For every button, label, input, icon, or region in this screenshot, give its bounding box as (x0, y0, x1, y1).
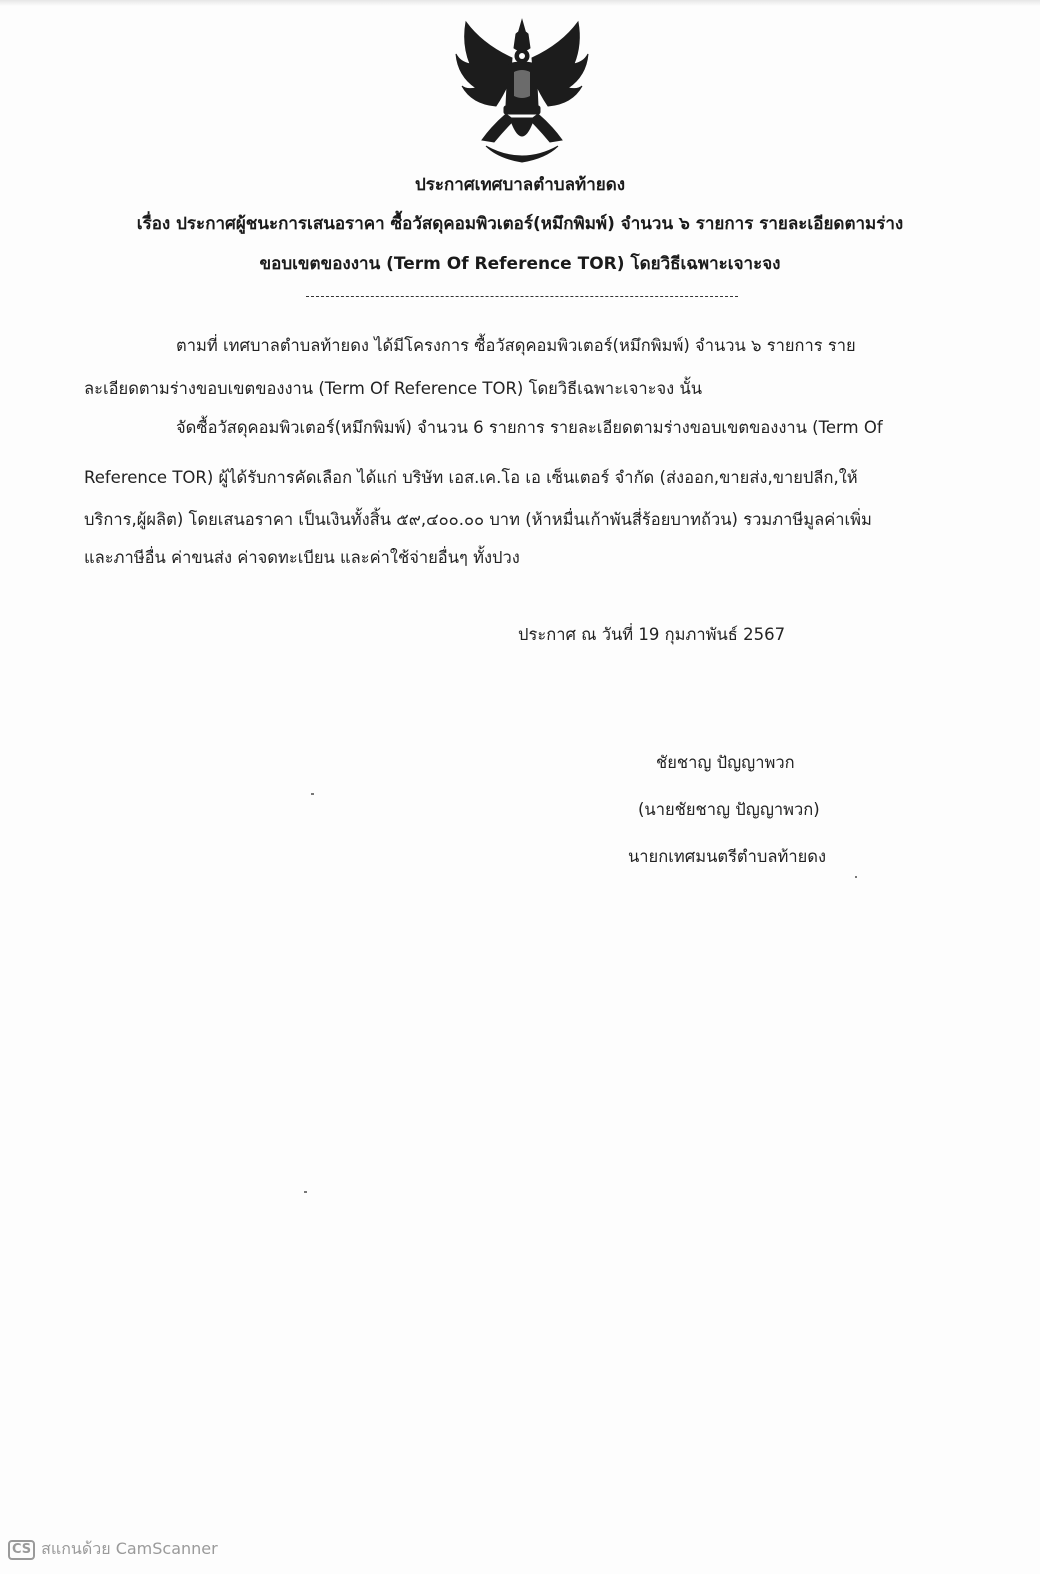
signatory-full-name: (นายชัยชาญ ปัญญาพวก) (638, 800, 820, 819)
paragraph-2-line-4: และภาษีอื่น ค่าขนส่ง ค่าจดทะเบียน และค่าใช้จ่ายอื่นๆ ทั้งปวง (84, 548, 520, 567)
signature-name: ชัยชาญ ปัญญาพวก (656, 753, 795, 772)
document-title: ประกาศเทศบาลตำบลท้ายดง (414, 175, 626, 195)
paragraph-1-line-1: ตามที่ เทศบาลตำบลท้ายดง ได้มีโครงการ ซื้อวัสดุคอมพิวเตอร์(หมึกพิมพ์) จำนวน ๖ รายการ ราย (176, 336, 856, 355)
watermark-text: สแกนด้วย CamScanner (41, 1539, 218, 1558)
paragraph-2-line-2: Reference TOR) ผู้ได้รับการคัดเลือก ได้แก่ บริษัท เอส.เค.โอ เอ เซ็นเตอร์ จำกัด (ส่งออก,ขายส่ง,ขายปลีก,ให้ (84, 468, 858, 487)
paragraph-1-line-2: ละเอียดตามร่างขอบเขตของงาน (Term Of Reference TOR) โดยวิธีเฉพาะเจาะจง นั้น (84, 379, 703, 398)
scan-speck (855, 876, 857, 878)
camscanner-watermark (8, 1537, 218, 1562)
paragraph-2-line-1: จัดซื้อวัสดุคอมพิวเตอร์(หมึกพิมพ์) จำนวน 6 รายการ รายละเอียดตามร่างขอบเขตของงาน (Term Of (176, 418, 883, 437)
scan-edge-shadow (0, 0, 1040, 6)
announcement-date: ประกาศ ณ วันที่ 19 กุมภาพันธ์ 2567 (518, 625, 786, 644)
subject-line-2: ขอบเขตของงาน (Term Of Reference TOR) โดยวิธีเฉพาะเจาะจง (259, 254, 781, 274)
paragraph-2-line-3: บริการ,ผู้ผลิต) โดยเสนอราคา เป็นเงินทั้งสิ้น ๕๙,๔๐๐.๐๐ บาท (ห้าหมื่นเก้าพันสี่ร้อยบาทถ้วน) รวมภาษีมูลค่าเพิ่ม (84, 510, 872, 529)
scan-speck (304, 1191, 307, 1193)
scan-speck (311, 793, 314, 795)
divider-rule (306, 296, 738, 297)
camscanner-logo-icon: CS (8, 1540, 35, 1560)
signatory-position: นายกเทศมนตรีตำบลท้ายดง (628, 847, 827, 866)
garuda-emblem-icon (452, 14, 592, 166)
subject-line-1: เรื่อง ประกาศผู้ชนะการเสนอราคา ซื้อวัสดุคอมพิวเตอร์(หมึกพิมพ์) จำนวน ๖ รายการ รายละเอียดตามร่าง (136, 214, 904, 234)
